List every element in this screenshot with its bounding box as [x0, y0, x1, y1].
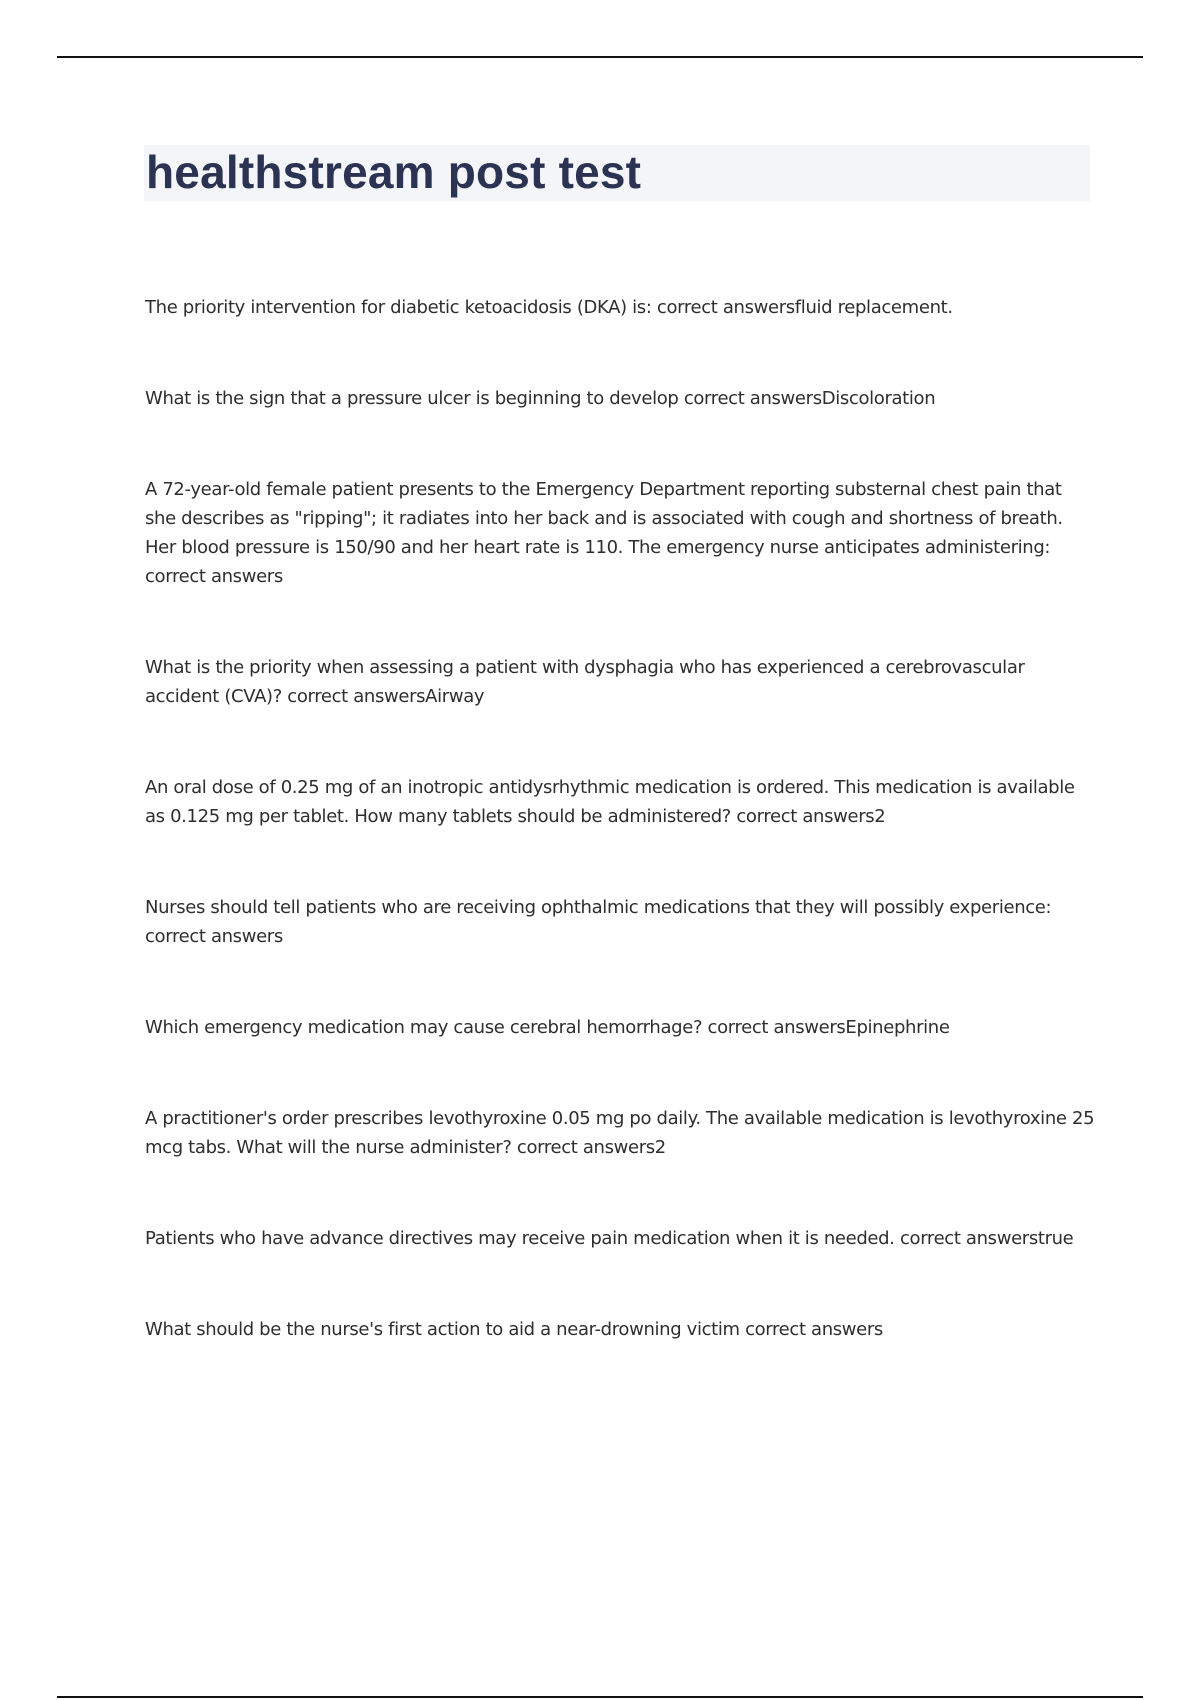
document-title: healthstream post test [146, 146, 642, 198]
question-item: An oral dose of 0.25 mg of an inotropic antidysrhythmic medication is ordered. This medication is available as 0.125 mg per tablet. How many tablets should be administered? correct answers2 [145, 777, 1075, 827]
top-rule [57, 56, 1143, 58]
bottom-rule [57, 1696, 1143, 1698]
question-item: Patients who have advance directives may receive pain medication when it is needed. correct answerstrue [145, 1228, 1074, 1249]
question-item: What is the priority when assessing a patient with dysphagia who has experienced a cerebrovascular accident (CVA)? correct answersAirway [145, 657, 1025, 707]
question-item: What is the sign that a pressure ulcer is beginning to develop correct answersDiscoloration [145, 388, 936, 409]
question-list [145, 293, 1095, 1406]
question-item: Nurses should tell patients who are receiving ophthalmic medications that they will possibly experience: correct answers [145, 897, 1052, 947]
question-item: A 72-year-old female patient presents to the Emergency Department reporting substernal chest pain that she describes as "ripping"; it radiates into her back and is associated with cough and shortness of breath. Her blood pressure is 150/90 and her heart rate is 110. The emergency nurse anticipates administering: correct answers [145, 479, 1063, 587]
question-item: A practitioner's order prescribes levothyroxine 0.05 mg po daily. The available medication is levothyroxine 25 mcg tabs. What will the nurse administer? correct answers2 [145, 1108, 1095, 1158]
question-item: Which emergency medication may cause cerebral hemorrhage? correct answersEpinephrine [145, 1017, 950, 1038]
question-item: The priority intervention for diabetic ketoacidosis (DKA) is: correct answersfluid replacement. [145, 297, 953, 318]
question-item: What should be the nurse's first action to aid a near-drowning victim correct answers [145, 1319, 883, 1340]
